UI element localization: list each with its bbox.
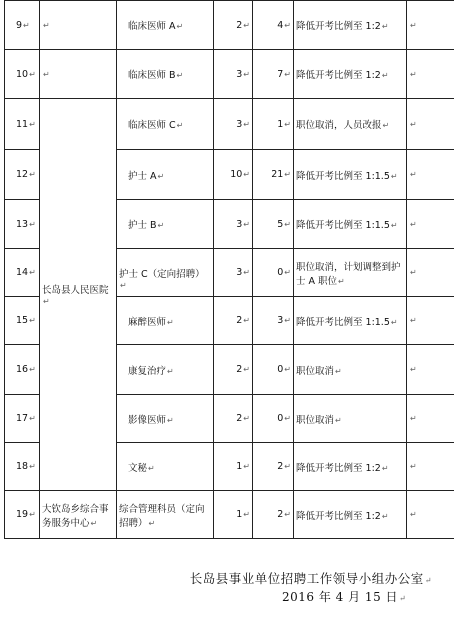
remark-cell: ↵ [407, 395, 454, 443]
applicant-count-cell: 0↵ [253, 395, 294, 443]
applicant-count-cell: 0↵ [253, 249, 294, 297]
hospital-unit-cell: 长岛县人民医院↵ [40, 99, 117, 491]
applicant-count-cell: 2↵ [253, 443, 294, 491]
remark-cell: ↵ [407, 249, 454, 297]
remark-cell: ↵ [407, 200, 454, 249]
remark-cell: ↵ [407, 150, 454, 200]
plan-count-cell: 10↵ [214, 150, 253, 200]
remark-cell: ↵ [407, 50, 454, 99]
plan-count-cell: 2↵ [214, 1, 253, 50]
position-cell: 临床医师 B↵ [117, 50, 214, 99]
position-cell: 临床医师 C↵ [117, 99, 214, 150]
remark-cell: ↵ [407, 1, 454, 50]
issue-date: 2016 年 4 月 15 日↵ [282, 590, 407, 604]
remark-cell: ↵ [407, 297, 454, 345]
plan-count-cell: 2↵ [214, 345, 253, 395]
recruitment-adjustment-table [4, 0, 454, 539]
row-number: 12↵ [5, 150, 40, 200]
remark-cell: ↵ [407, 345, 454, 395]
adjustment-note-cell: 职位取消，人员改报↵ [294, 99, 407, 150]
remark-cell: ↵ [407, 99, 454, 150]
applicant-count-cell: 4↵ [253, 1, 294, 50]
applicant-count-cell: 21↵ [253, 150, 294, 200]
row-number: 17↵ [5, 395, 40, 443]
plan-count-cell: 3↵ [214, 200, 253, 249]
plan-count-cell: 2↵ [214, 297, 253, 345]
adjustment-note-cell: 降低开考比例至 1:1.5↵ [294, 200, 407, 249]
adjustment-note-cell: 降低开考比例至 1:1.5↵ [294, 297, 407, 345]
issuing-office: 长岛县事业单位招聘工作领导小组办公室↵ [189, 571, 432, 586]
adjustment-note-cell: 降低开考比例至 1:2↵ [294, 491, 407, 539]
position-cell: 护士 C（定向招聘）↵ [117, 249, 214, 297]
applicant-count-cell: 7↵ [253, 50, 294, 99]
row-number: 15↵ [5, 297, 40, 345]
unit-cell: ↵ [40, 1, 117, 50]
adjustment-note-cell: 降低开考比例至 1:1.5↵ [294, 150, 407, 200]
row-number: 13↵ [5, 200, 40, 249]
position-cell: 护士 B↵ [117, 200, 214, 249]
applicant-count-cell: 0↵ [253, 345, 294, 395]
row-number: 10↵ [5, 50, 40, 99]
plan-count-cell: 3↵ [214, 249, 253, 297]
position-cell: 影像医师↵ [117, 395, 214, 443]
applicant-count-cell: 1↵ [253, 99, 294, 150]
table-row [5, 50, 454, 99]
plan-count-cell: 1↵ [214, 491, 253, 539]
remark-cell: ↵ [407, 491, 454, 539]
applicant-count-cell: 2↵ [253, 491, 294, 539]
table-row [5, 99, 454, 150]
adjustment-note-cell: 降低开考比例至 1:2↵ [294, 443, 407, 491]
position-cell: 康复治疗↵ [117, 345, 214, 395]
adjustment-note-cell: 降低开考比例至 1:2↵ [294, 1, 407, 50]
applicant-count-cell: 3↵ [253, 297, 294, 345]
row-number: 18↵ [5, 443, 40, 491]
unit-cell: 大钦岛乡综合事务服务中心↵ [40, 491, 117, 539]
plan-count-cell: 2↵ [214, 395, 253, 443]
row-number: 14↵ [5, 249, 40, 297]
applicant-count-cell: 5↵ [253, 200, 294, 249]
row-number: 9↵ [5, 1, 40, 50]
unit-cell: ↵ [40, 50, 117, 99]
table-row [5, 491, 454, 539]
adjustment-note-cell: 职位取消↵ [294, 395, 407, 443]
plan-count-cell: 3↵ [214, 50, 253, 99]
adjustment-note-cell: 职位取消，计划调整到护士 A 职位↵ [294, 249, 407, 297]
position-cell: 临床医师 A↵ [117, 1, 214, 50]
remark-cell: ↵ [407, 443, 454, 491]
adjustment-note-cell: 降低开考比例至 1:2↵ [294, 50, 407, 99]
plan-count-cell: 1↵ [214, 443, 253, 491]
plan-count-cell: 3↵ [214, 99, 253, 150]
row-number: 19↵ [5, 491, 40, 539]
position-cell: 文秘↵ [117, 443, 214, 491]
row-number: 11↵ [5, 99, 40, 150]
position-cell: 麻醉医师↵ [117, 297, 214, 345]
table-row [5, 1, 454, 50]
row-number: 16↵ [5, 345, 40, 395]
position-cell: 护士 A↵ [117, 150, 214, 200]
position-cell: 综合管理科员（定向招聘）↵ [117, 491, 214, 539]
adjustment-note-cell: 职位取消↵ [294, 345, 407, 395]
